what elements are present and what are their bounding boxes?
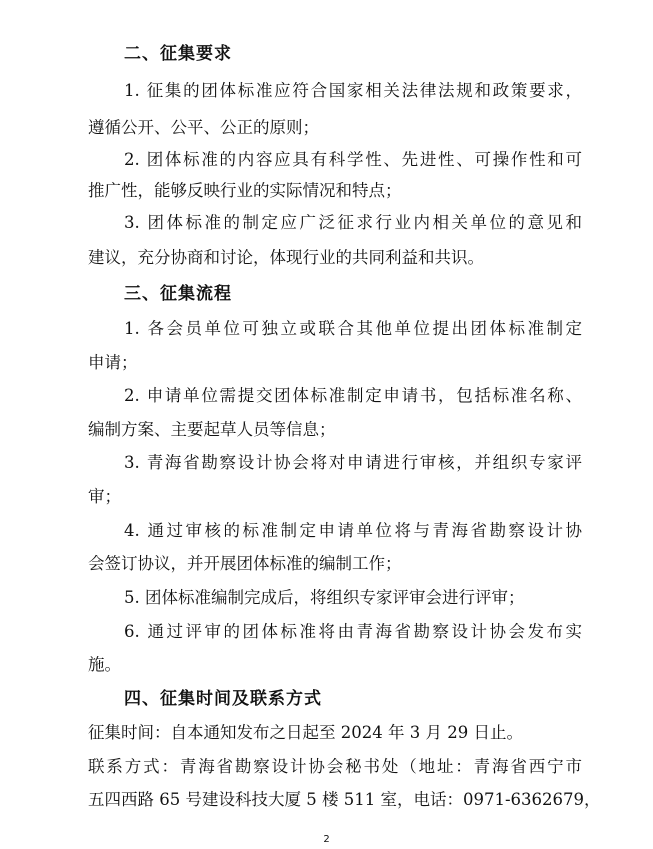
contact-line-1: 联系方式：青海省勘察设计协会秘书处（地址：青海省西宁市	[88, 757, 582, 776]
section-heading-time-contact: 四、征集时间及联系方式	[124, 689, 322, 709]
process-item-3-line-2: 审；	[88, 487, 121, 506]
requirement-item-1-line-1: 1. 征集的团体标准应符合国家相关法律法规和政策要求，	[124, 81, 582, 100]
process-item-1-line-1: 1. 各会员单位可独立或联合其他单位提出团体标准制定	[124, 319, 582, 338]
process-item-2-line-2: 编制方案、主要起草人员等信息；	[88, 420, 336, 439]
process-item-2-line-1: 2. 申请单位需提交团体标准制定申请书，包括标准名称、	[124, 386, 582, 405]
collection-time-line: 征集时间：自本通知发布之日起至 2024 年 3 月 29 日止。	[88, 723, 523, 742]
requirement-item-2-line-2: 推广性，能够反映行业的实际情况和特点；	[88, 181, 402, 200]
contact-line-2: 五四西路 65 号建设科技大厦 5 楼 511 室，电话：0971-6362679，	[88, 790, 601, 809]
page-number: 2	[323, 834, 330, 845]
requirement-item-3-line-1: 3. 团体标准的制定应广泛征求行业内相关单位的意见和	[124, 213, 582, 232]
process-item-4-line-1: 4. 通过审核的标准制定申请单位将与青海省勘察设计协	[124, 521, 582, 540]
requirement-item-3-line-2: 建议，充分协商和讨论，体现行业的共同利益和共识。	[88, 248, 484, 267]
requirement-item-1-line-2: 遵循公开、公平、公正的原则；	[88, 118, 319, 137]
process-item-6-line-2: 施。	[88, 655, 121, 674]
process-item-6-line-1: 6. 通过评审的团体标准将由青海省勘察设计协会发布实	[124, 622, 582, 641]
section-heading-requirements: 二、征集要求	[124, 44, 232, 64]
requirement-item-2-line-1: 2. 团体标准的内容应具有科学性、先进性、可操作性和可	[124, 150, 582, 169]
process-item-1-line-2: 申请；	[88, 353, 138, 372]
process-item-3-line-1: 3. 青海省勘察设计协会将对申请进行审核，并组织专家评	[124, 453, 582, 472]
process-item-4-line-2: 会签订协议，并开展团体标准的编制工作；	[88, 554, 402, 573]
section-heading-process: 三、征集流程	[124, 284, 232, 304]
process-item-5: 5. 团体标准编制完成后，将组织专家评审会进行评审；	[124, 588, 525, 607]
